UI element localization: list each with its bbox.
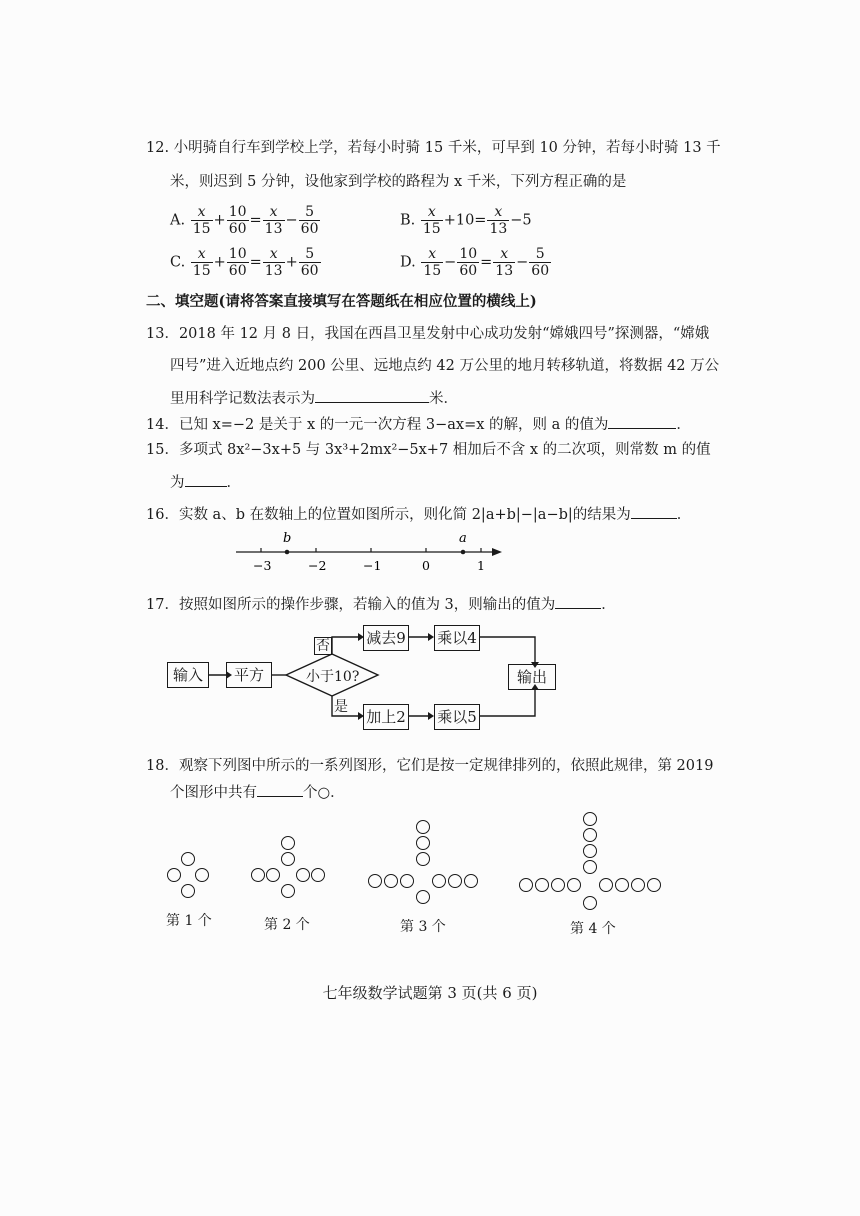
circle: [631, 878, 645, 892]
q17-line: 17．按照如图所示的操作步骤，若输入的值为 3，则输出的值为 ．: [146, 594, 616, 615]
flow-subtract-9-box: 减去9: [363, 625, 409, 651]
circle: [181, 884, 195, 898]
figure-2-caption: 第 2 个: [264, 917, 310, 933]
frac: $\frac{10}{60}$: [459, 246, 478, 279]
tick-label: −1: [363, 558, 382, 573]
circle: [535, 878, 549, 892]
q16-answer-blank[interactable]: [631, 504, 677, 519]
frac: $\frac{x}{15}$: [192, 204, 211, 237]
frac: $\frac{x}{13}$: [264, 204, 283, 237]
flow-multiply-5-box: 乘以5: [434, 704, 480, 730]
flowchart-lines: [160, 620, 560, 740]
circle: [567, 878, 581, 892]
q13-line2: 四号”进入近地点约 200 公里、远地点约 42 万公里的地月转移轨道，将数据 42 万公: [170, 358, 720, 374]
frac: $\frac{x}{13}$: [489, 204, 508, 237]
q13-line3: 里用科学记数法表示为 米．: [170, 388, 458, 409]
circle: [416, 852, 430, 866]
q12-option-c[interactable]: C. $\frac{x}{15}$ + $\frac{10}{60}$ = $\frac{x}{13}$ + $\frac{5}{60}$: [170, 246, 319, 279]
point-b: [285, 550, 290, 555]
tick-label: 1: [477, 558, 485, 573]
circle: [296, 868, 310, 882]
circle: [416, 890, 430, 904]
q17-answer-blank[interactable]: [555, 594, 601, 609]
q15-line1: 15．多项式 8x²−3x+5 与 3x³+2mx²−5x+7 相加后不含 x 的二次项，则常数 m 的值: [146, 442, 711, 458]
circle: [416, 820, 430, 834]
frac: $\frac{x}{13}$: [495, 246, 514, 279]
flow-add-2-box: 加上2: [363, 704, 409, 730]
figure-1-caption: 第 1 个: [166, 913, 212, 929]
circle: [167, 868, 181, 882]
point-b-label: b: [283, 531, 292, 546]
frac: $\frac{5}{60}$: [531, 246, 550, 279]
point-a-label: a: [459, 531, 467, 546]
tick-label: −2: [308, 558, 327, 573]
flow-no-label: 否: [316, 638, 330, 654]
q13-line1: 13．2018 年 12 月 8 日，我国在西昌卫星发射中心成功发射“嫦娥四号”探测器，“嫦娥: [146, 326, 710, 342]
frac: $\frac{x}{15}$: [422, 204, 441, 237]
flow-square-box: 平方: [226, 662, 272, 688]
circle: [464, 874, 478, 888]
q14-answer-blank[interactable]: [608, 414, 676, 429]
circle: [400, 874, 414, 888]
flow-decision-label: 小于10?: [306, 669, 360, 685]
section-title: 二、填空题(请将答案直接填写在答题纸在相应位置的横线上): [146, 293, 537, 310]
q13-answer-blank[interactable]: [315, 388, 429, 403]
q12-option-b[interactable]: B. $\frac{x}{15}$ +10= $\frac{x}{13}$ −5: [400, 204, 532, 237]
circle: [266, 868, 280, 882]
circle: [281, 836, 295, 850]
circle: [281, 852, 295, 866]
circle: [448, 874, 462, 888]
circle: [615, 878, 629, 892]
point-a: [461, 550, 466, 555]
circle: [384, 874, 398, 888]
circle: [583, 860, 597, 874]
q18-answer-blank[interactable]: [257, 782, 303, 797]
frac: $\frac{5}{60}$: [300, 246, 319, 279]
q15-answer-blank[interactable]: [185, 472, 227, 487]
q12-option-d[interactable]: D. $\frac{x}{15}$ − $\frac{10}{60}$ = $\frac{x}{13}$ − $\frac{5}{60}$: [400, 246, 550, 279]
figure-4-caption: 第 4 个: [570, 921, 616, 937]
circle: [432, 874, 446, 888]
flow-yes-label: 是: [334, 699, 348, 715]
frac: $\frac{x}{15}$: [192, 246, 211, 279]
frac: $\frac{5}{60}$: [300, 204, 319, 237]
circle: [416, 836, 430, 850]
frac: $\frac{x}{13}$: [264, 246, 283, 279]
circle: [251, 868, 265, 882]
circle: [583, 844, 597, 858]
circle: [281, 884, 295, 898]
circle: [583, 828, 597, 842]
tick-label: 0: [422, 558, 430, 573]
q16-line: 16．实数 a、b 在数轴上的位置如图所示，则化简 2|a+b|−|a−b|的结果为 ．: [146, 504, 691, 525]
frac: $\frac{10}{60}$: [228, 204, 247, 237]
circle: [583, 812, 597, 826]
tick-label: −3: [253, 558, 272, 573]
flow-multiply-4-box: 乘以4: [434, 625, 480, 651]
circle: [181, 852, 195, 866]
circle: [599, 878, 613, 892]
frac: $\frac{x}{15}$: [423, 246, 442, 279]
circle: [551, 878, 565, 892]
circle: [583, 896, 597, 910]
number-line: [230, 530, 510, 574]
flow-output-box: 输出: [508, 664, 556, 690]
circle: [195, 868, 209, 882]
circle: [368, 874, 382, 888]
q12-line2: 米，则迟到 5 分钟，设他家到学校的路程为 x 千米，下列方程正确的是: [170, 174, 627, 190]
page-footer: 七年级数学试题第 3 页(共 6 页): [322, 984, 538, 1002]
q12-line1: 12. 小明骑自行车到学校上学，若每小时骑 15 千米，可早到 10 分钟，若每小时骑 13 千: [146, 140, 721, 156]
circle: [311, 868, 325, 882]
q15-line2: 为 ．: [170, 472, 241, 493]
q12-option-a[interactable]: A. $\frac{x}{15}$ + $\frac{10}{60}$ = $\frac{x}{13}$ − $\frac{5}{60}$: [170, 204, 319, 237]
q18-line1: 18．观察下列图中所示的一系列图形，它们是按一定规律排列的，依照此规律，第 2019: [146, 758, 714, 774]
flow-input-box: 输入: [167, 662, 209, 688]
q14-line: 14．已知 x=−2 是关于 x 的一元一次方程 3−ax=x 的解，则 a 的值为 ．: [146, 414, 691, 435]
circle: [519, 878, 533, 892]
q18-line2: 个图形中共有 个○．: [170, 782, 345, 803]
circle: [647, 878, 661, 892]
figure-3-caption: 第 3 个: [400, 919, 446, 935]
frac: $\frac{10}{60}$: [228, 246, 247, 279]
